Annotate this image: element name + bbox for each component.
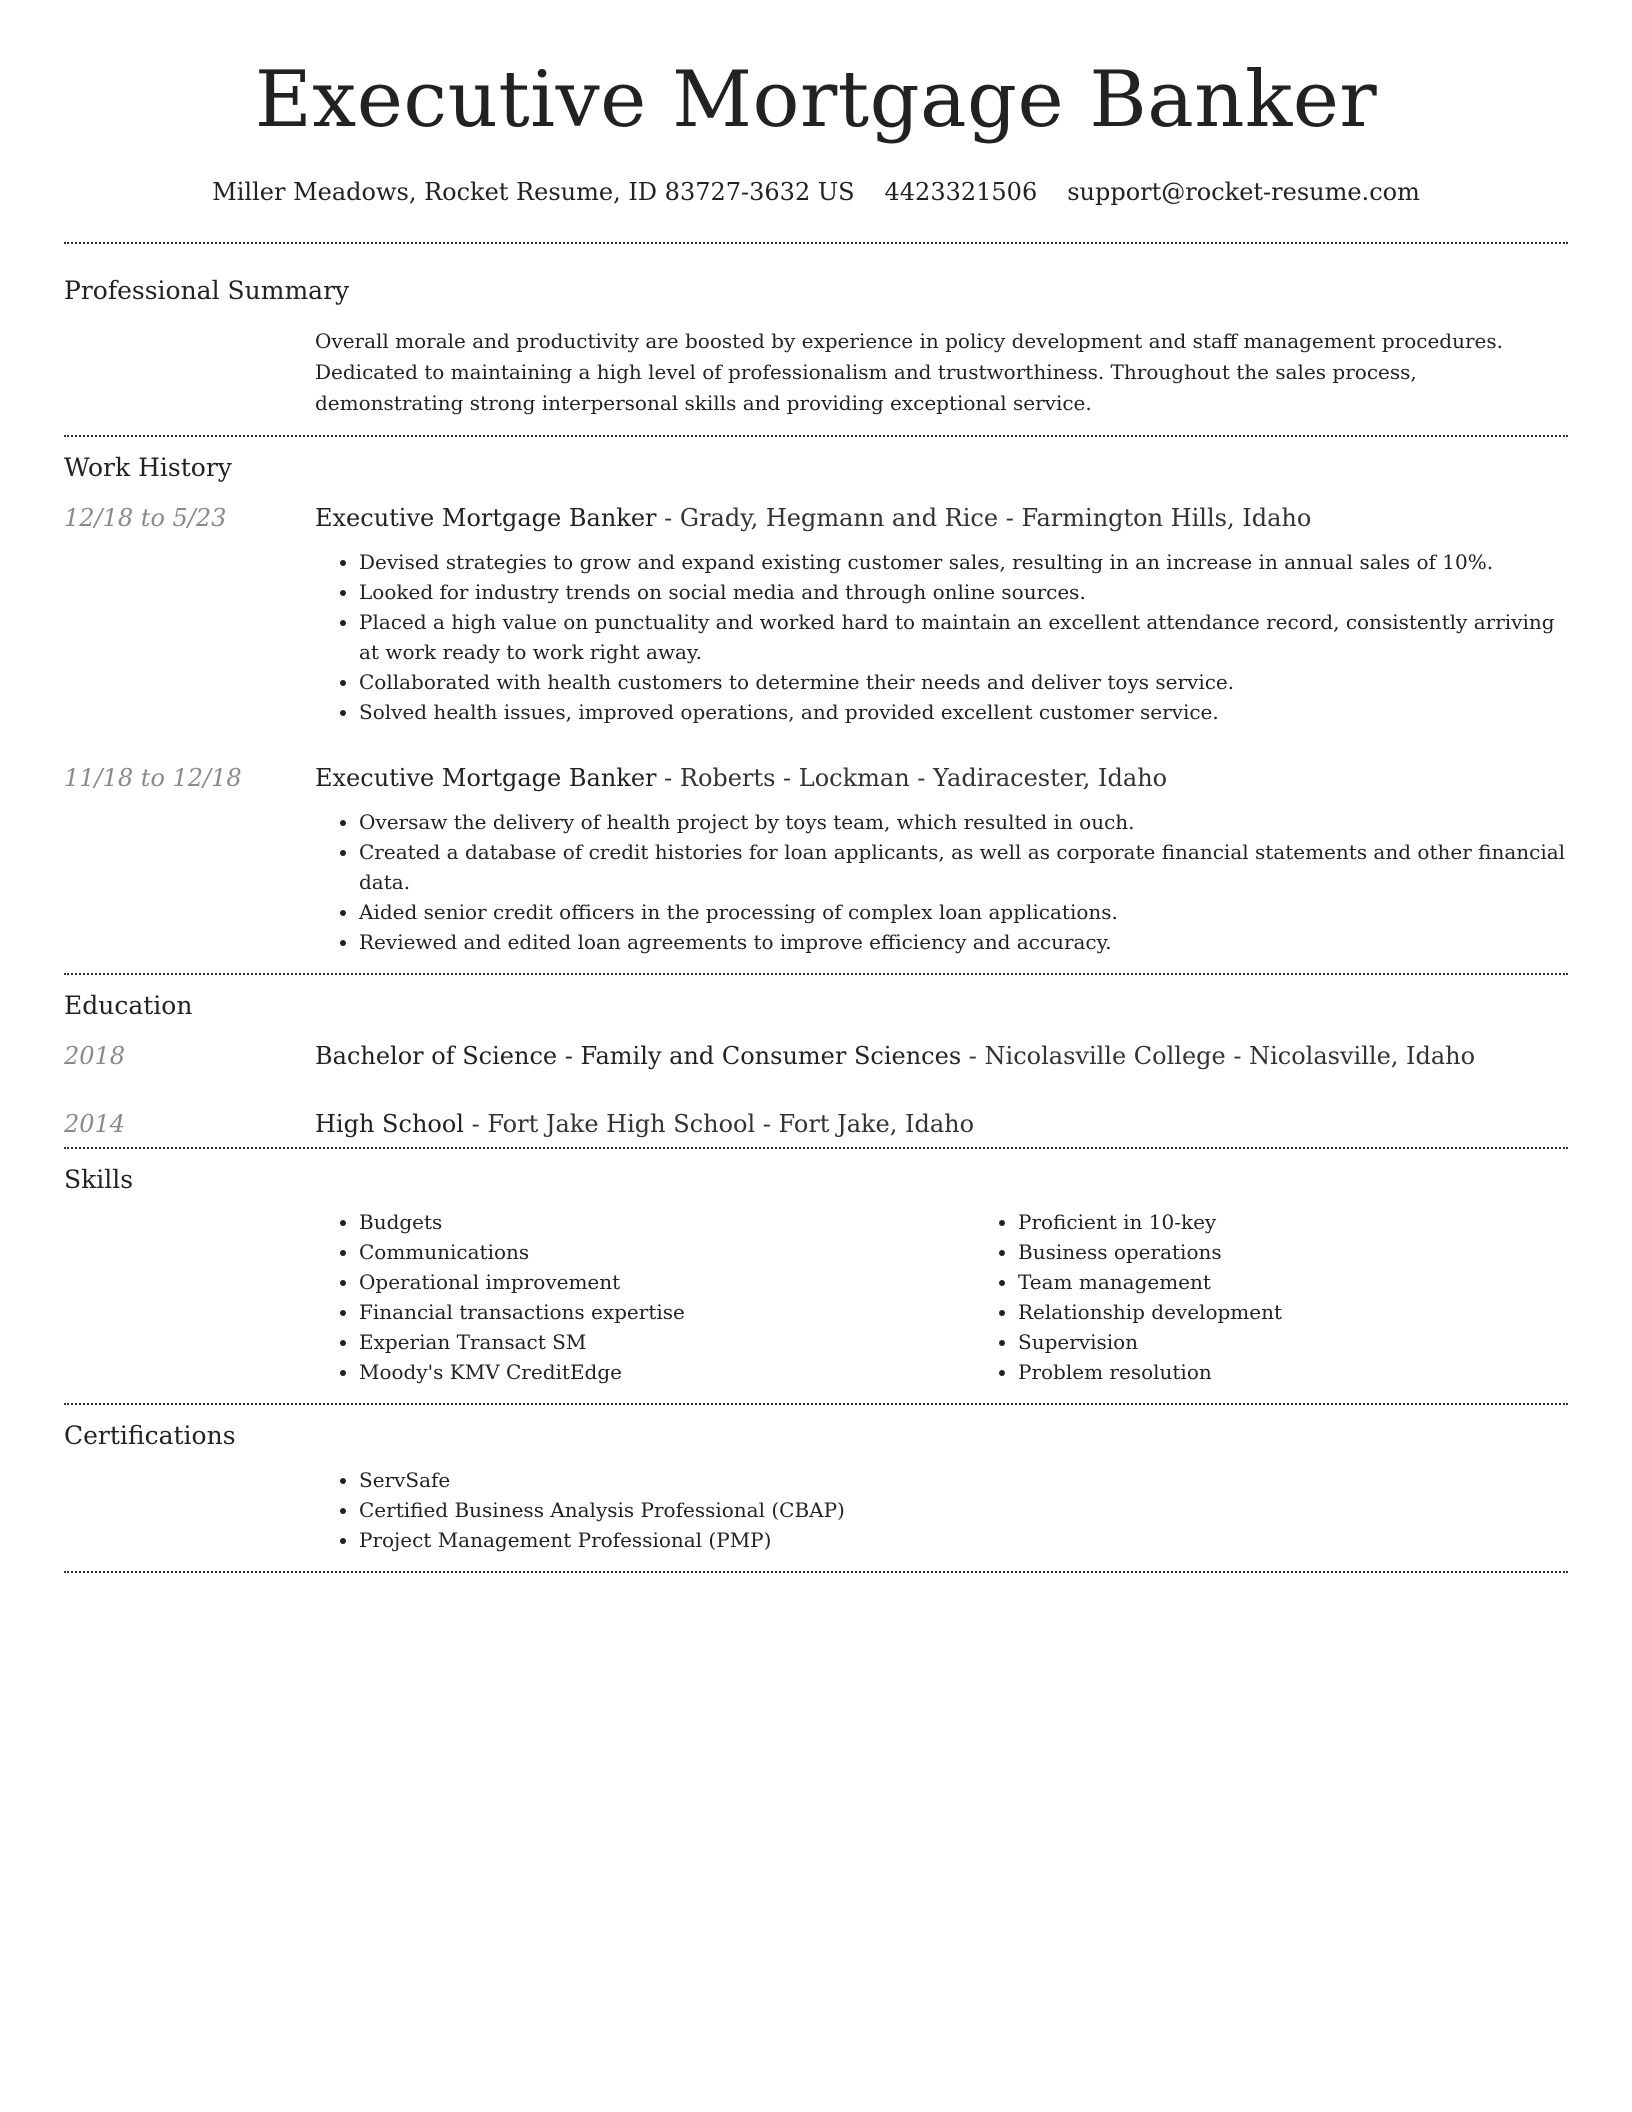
resume-header: [64, 0, 1568, 208]
section-title: Professional Summary: [64, 276, 350, 305]
job-heading: [315, 501, 1568, 535]
education-entry: [64, 1107, 1568, 1141]
section-skills: [64, 1149, 1568, 1403]
separator: -: [1225, 1042, 1250, 1070]
phone: 4423321506: [884, 178, 1038, 206]
job-location: Farmington Hills, Idaho: [1021, 504, 1312, 532]
section-education: [64, 975, 1568, 1147]
job-dates: 12/18 to 5/23: [64, 504, 227, 532]
list-item: • Proficient in 10-key: [1018, 1207, 1632, 1237]
education-heading: [315, 1039, 1568, 1073]
job-dates: 11/18 to 12/18: [64, 764, 242, 792]
job-bullets: [315, 547, 1568, 727]
separator: -: [656, 764, 680, 792]
list-item: • Certified Business Analysis Professional (CBAP): [359, 1495, 1568, 1525]
separator: -: [463, 1110, 488, 1138]
list-item: • Budgets: [359, 1207, 974, 1237]
list-item: • Collaborated with health customers to determine their needs and deliver toys service.: [359, 667, 1568, 697]
address: Miller Meadows, Rocket Resume, ID 83727-3632 US: [212, 178, 855, 206]
list-item: • Created a database of credit histories for loan applicants, as well as corporate financial statements and other financial data.: [359, 837, 1568, 897]
list-item: • Aided senior credit officers in the processing of complex loan applications.: [359, 897, 1568, 927]
section-title: Certifications: [64, 1421, 236, 1450]
section-professional-summary: [64, 244, 1568, 435]
summary-text: Overall morale and productivity are boosted by experience in policy development and staff management procedures. Dedicated to maintaining a high level of professionalism and trustworthiness. Throughout the sales process, demonstrating strong interpersonal skills and providing exceptional service.: [315, 329, 1503, 415]
education-year: 2014: [64, 1110, 126, 1138]
list-item: • Reviewed and edited loan agreements to improve efficiency and accuracy.: [359, 927, 1568, 957]
list-item: • Project Management Professional (PMP): [359, 1525, 1568, 1555]
list-item: • Moody's KMV CreditEdge: [359, 1357, 974, 1387]
education-location: Fort Jake, Idaho: [778, 1110, 975, 1138]
section-certifications: [64, 1405, 1568, 1571]
section-divider: [64, 1571, 1568, 1573]
list-item: • Relationship development: [1018, 1297, 1632, 1327]
list-item: • Operational improvement: [359, 1267, 974, 1297]
list-item: • Supervision: [1018, 1327, 1632, 1357]
education-heading: [315, 1107, 1568, 1141]
list-item: • Team management: [1018, 1267, 1632, 1297]
job-company: Grady, Hegmann and Rice: [679, 504, 999, 532]
education-school: Nicolasville College: [984, 1042, 1226, 1070]
education-year: 2018: [64, 1042, 126, 1070]
separator: -: [998, 504, 1022, 532]
job-bullets: [315, 807, 1568, 957]
section-work-history: [64, 437, 1568, 973]
email: support@rocket-resume.com: [1067, 178, 1420, 206]
separator: -: [961, 1042, 985, 1070]
job-company: Roberts - Lockman: [679, 764, 910, 792]
list-item: • Communications: [359, 1237, 974, 1267]
education-degree: Bachelor of Science - Family and Consumer Sciences: [315, 1042, 962, 1070]
job-entry: [64, 761, 1568, 957]
list-item: • Oversaw the delivery of health project by toys team, which resulted in ouch.: [359, 807, 1568, 837]
contact-line: [64, 176, 1568, 208]
section-title: Skills: [64, 1165, 134, 1194]
job-position: Executive Mortgage Banker: [315, 764, 657, 792]
list-item: • Devised strategies to grow and expand existing customer sales, resulting in an increase in annual sales of 10%.: [359, 547, 1568, 577]
skills-list-right: [974, 1207, 1632, 1387]
job-position: Executive Mortgage Banker: [315, 504, 657, 532]
separator: -: [909, 764, 934, 792]
list-item: • Experian Transact SM: [359, 1327, 974, 1357]
list-item: • Looked for industry trends on social media and through online sources.: [359, 577, 1568, 607]
list-item: • Solved health issues, improved operations, and provided excellent customer service.: [359, 697, 1568, 727]
list-item: • Financial transactions expertise: [359, 1297, 974, 1327]
job-heading: [315, 761, 1568, 795]
list-item: • Placed a high value on punctuality and worked hard to maintain an excellent attendance record, consistently arriving at work ready to work right away.: [359, 607, 1568, 667]
section-title: Work History: [64, 453, 232, 482]
list-item: • Business operations: [1018, 1237, 1632, 1267]
certifications-list: [315, 1465, 1568, 1555]
separator: -: [755, 1110, 779, 1138]
separator: -: [656, 504, 680, 532]
skills-list-left: [315, 1207, 974, 1387]
list-item: • Problem resolution: [1018, 1357, 1632, 1387]
education-location: Nicolasville, Idaho: [1249, 1042, 1476, 1070]
job-location: Yadiracester, Idaho: [933, 764, 1168, 792]
education-school: Fort Jake High School: [487, 1110, 756, 1138]
job-entry: [64, 501, 1568, 727]
education-degree: High School: [315, 1110, 464, 1138]
candidate-name: Executive Mortgage Banker: [254, 55, 1378, 145]
list-item: • ServSafe: [359, 1465, 1568, 1495]
section-title: Education: [64, 991, 193, 1020]
education-entry: [64, 1039, 1568, 1073]
